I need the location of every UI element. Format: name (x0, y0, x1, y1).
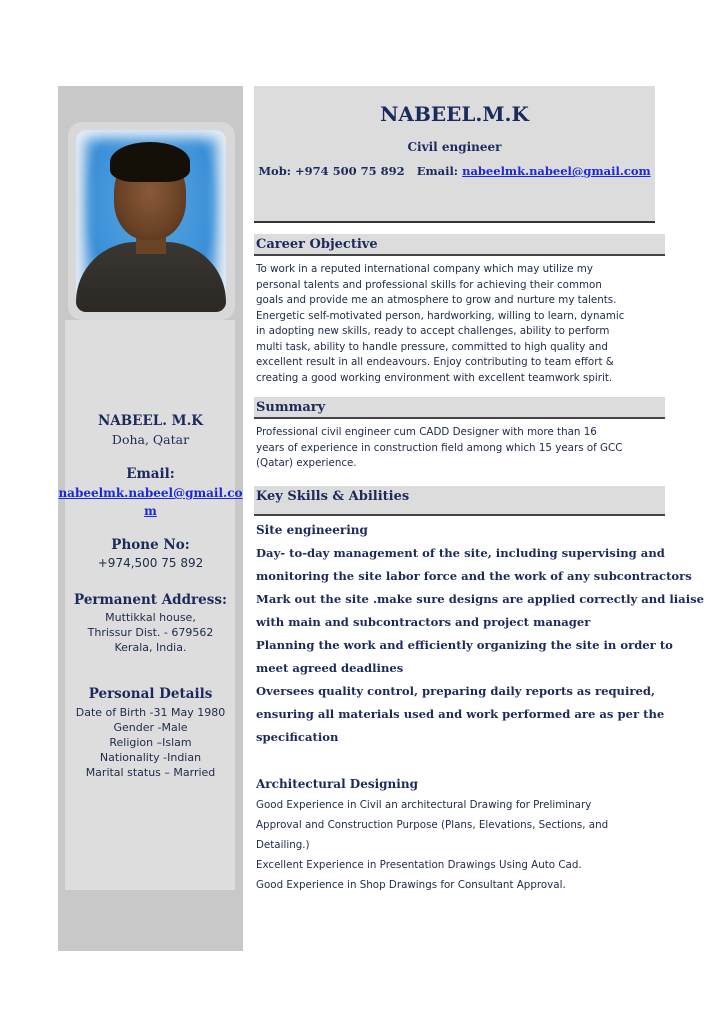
email-label: Email: (416, 164, 459, 178)
arch-line: Detailing.) (256, 839, 310, 851)
architectural-designing-heading: Architectural Designing (256, 777, 418, 791)
page-title: NABEEL.M.K (380, 102, 529, 126)
sidebar-address-line: Kerala, India. (114, 641, 187, 654)
sidebar-phone-heading: Phone No: (111, 537, 190, 553)
sidebar-address-line: Thrissur Dist. - 679562 (87, 626, 214, 639)
sidebar-name: NABEEL. M.K (97, 413, 204, 429)
arch-line: Excellent Experience in Presentation Drawings Using Auto Cad. (256, 859, 582, 871)
contact-line (254, 164, 655, 178)
skill-line: monitoring the site labor force and the work of any subcontractors (256, 569, 692, 583)
sidebar-phone: +974,500 75 892 (97, 556, 204, 570)
skill-line: Oversees quality control, preparing daily reports as required, (256, 684, 656, 698)
key-skills-heading: Key Skills & Abilities (254, 486, 665, 516)
sidebar-personal-line: Gender -Male (113, 721, 188, 734)
sidebar-address-line: Muttikkal house, (105, 611, 196, 624)
text-line: multi task, ability to handle pressure, committed to high quality and (256, 340, 608, 353)
career-objective-heading: Career Objective (254, 234, 665, 256)
text-line: in adopting new skills, ready to accept challenges, ability to perform (256, 325, 610, 337)
skill-line: ensuring all materials used and work performed are as per the (256, 707, 665, 721)
skill-line: with main and subcontractors and project manager (256, 615, 591, 629)
text-line: excellent result in all endeavours. Enjoy contributing to team effort & (256, 356, 614, 368)
skill-line: Mark out the site .make sure designs are applied correctly and liaise (256, 592, 705, 606)
arch-line: Good Experience in Civil an architectural Drawing for Preliminary (256, 799, 592, 811)
arch-line: Approval and Construction Purpose (Plans, Elevations, Sections, and (256, 819, 609, 831)
skill-line: Planning the work and efficiently organizing the site in order to (256, 638, 673, 652)
resume-header (254, 86, 655, 223)
sidebar-email-link-cont[interactable]: m (144, 504, 157, 518)
text-line: personal talents and professional skills for achieving their common (256, 278, 602, 291)
email-link[interactable]: nabeelmk.nabeel@gmail.com (462, 164, 651, 178)
sidebar-personal-heading: Personal Details (88, 686, 213, 702)
skill-line: Day- to-day management of the site, including supervising and (256, 546, 665, 560)
sidebar-email-link[interactable]: nabeelmk.nabeel@gmail.co (58, 486, 243, 500)
text-line: years of experience in construction field among which 15 years of GCC (256, 441, 623, 454)
arch-line: Good Experience in Shop Drawings for Consultant Approval. (256, 879, 566, 891)
summary-heading: Summary (254, 397, 665, 419)
sidebar-address-heading: Permanent Address: (74, 592, 227, 608)
summary-text (256, 425, 654, 472)
text-line: goals and provide me an atmosphere to grow and nurture my talents. (256, 294, 617, 306)
sidebar-email-heading: Email: (126, 466, 175, 482)
sidebar-personal-line: Date of Birth -31 May 1980 (75, 706, 226, 719)
skill-line: specification (256, 730, 339, 744)
sidebar-location: Doha, Qatar (111, 432, 190, 447)
sidebar-personal-line: Marital status – Married (85, 766, 216, 779)
profile-photo (76, 130, 226, 312)
text-line: To work in a reputed international company which may utilize my (256, 263, 593, 275)
career-objective-text (256, 262, 654, 386)
sidebar-personal-line: Nationality -Indian (99, 751, 202, 764)
sidebar-personal-line: Religion –Islam (109, 736, 192, 749)
text-line: (Qatar) experience. (256, 457, 357, 469)
job-title: Civil engineer (407, 140, 502, 154)
text-line: creating a good working environment with excellent teamwork spirit. (256, 371, 613, 384)
sidebar (58, 86, 243, 951)
text-line: Energetic self-motivated person, hardworking, willing to learn, dynamic (256, 309, 625, 322)
mobile-number: Mob: +974 500 75 892 (258, 164, 405, 178)
site-engineering-heading: Site engineering (256, 523, 368, 537)
profile-photo-frame (68, 122, 235, 320)
text-line: Professional civil engineer cum CADD Designer with more than 16 (256, 426, 597, 438)
skill-line: meet agreed deadlines (256, 661, 404, 675)
